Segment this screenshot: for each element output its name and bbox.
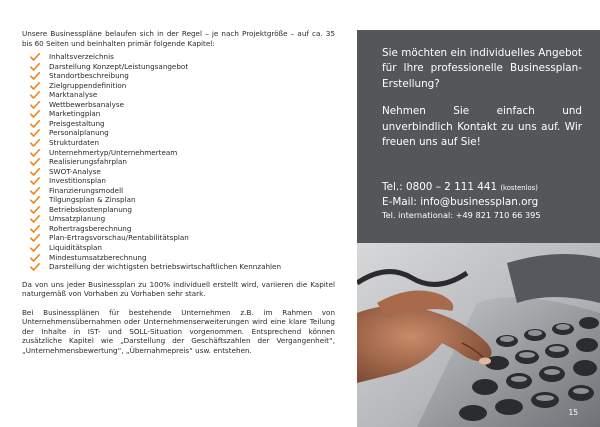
checkmark-icon: [30, 158, 40, 166]
checklist-item: [30, 90, 335, 100]
checkmark-icon: [30, 234, 40, 242]
checklist-item-label: Zielgruppendefinition: [49, 80, 127, 90]
checkmark-icon: [30, 149, 40, 157]
page-number: 15: [568, 408, 578, 417]
checklist-item: [30, 71, 335, 81]
checkmark-icon: [30, 225, 40, 233]
checklist-item: [30, 52, 335, 62]
checkmark-icon: [30, 63, 40, 71]
checklist-item: [30, 195, 335, 205]
phone-line: [382, 181, 592, 196]
phone-note: (kostenlos): [500, 184, 538, 192]
checklist-item: [30, 109, 335, 119]
contact-column: [357, 30, 600, 427]
contact-details: [382, 181, 592, 221]
checklist-item-label: Tilgungsplan & Zinsplan: [49, 195, 136, 205]
checklist-item-label: Wettbewerbsanalyse: [49, 99, 125, 109]
email-address[interactable]: E-Mail: info@businessplan.org: [382, 195, 539, 208]
checklist-item-label: Rohertragsberechnung: [49, 223, 132, 233]
checkmark-icon: [30, 244, 40, 252]
checklist-item: [30, 233, 335, 243]
checkmark-icon: [30, 206, 40, 214]
checklist-item: [30, 243, 335, 253]
checklist-item: [30, 81, 335, 91]
checkmark-icon: [30, 91, 40, 99]
individual-paragraph: Da von uns jeder Businessplan zu 100% individuell erstellt wird, variieren die Kapitel naturgemäß von Vorhaben zu Vorhaben sehr stark.: [22, 279, 335, 299]
checkmark-icon: [30, 215, 40, 223]
checkmark-icon: [30, 187, 40, 195]
checkmark-icon: [30, 254, 40, 262]
telephone-photo: [357, 243, 600, 427]
checklist-item-label: Investitionsplan: [49, 176, 106, 186]
checkmark-icon: [30, 196, 40, 204]
checklist-item: [30, 138, 335, 148]
contact-panel: [357, 30, 600, 243]
existing-companies-paragraph: Bei Businessplänen für bestehende Unternehmen z.B. im Rahmen von Unternehmensübernahmen oder Unternehmenserweiterungen wird eine klare Teilung der Inhalte in IST- und SOLL-Situation vorgenommen. Entsprechend können zusätzliche Kapitel wie „Darstellung der Geschäftszahlen der Vergangenheit“, „Unternehmensbewertung“, „Übernahmepreis“ usw. entstehen.: [22, 307, 335, 355]
cta-offer-text: Sie möchten ein individuelles Angebot für Ihre professionelle Businessplan-Erstellung?: [382, 47, 582, 90]
checklist-item: [30, 262, 335, 272]
checklist-item: [30, 128, 335, 138]
chapter-checklist: [22, 52, 335, 272]
checklist-item: [30, 253, 335, 263]
checkmark-icon: [30, 101, 40, 109]
checkmark-icon: [30, 263, 40, 271]
checklist-item-label: Preisgestaltung: [49, 118, 105, 128]
checkmark-icon: [30, 53, 40, 61]
checklist-item: [30, 224, 335, 234]
checkmark-icon: [30, 110, 40, 118]
intro-paragraph: Unsere Businesspläne belaufen sich in der Regel – je nach Projektgröße – auf ca. 35 bis 60 Seiten und beinhalten primär folgende Kapitel:: [22, 29, 335, 48]
checklist-item-label: Marketingplan: [49, 109, 101, 119]
checklist-item-label: Liquiditätsplan: [49, 243, 102, 253]
checklist-item: [30, 62, 335, 72]
international-phone[interactable]: Tel. international: +49 821 710 66 395: [382, 210, 541, 221]
checklist-item-label: Finanzierungsmodell: [49, 185, 124, 195]
checkmark-icon: [30, 168, 40, 176]
checklist-item-label: Darstellung Konzept/Leistungsangebot: [49, 61, 189, 71]
checklist-item-label: Personalplanung: [49, 128, 109, 138]
checklist-item-label: Darstellung der wichtigsten betriebswirtschaftlichen Kennzahlen: [49, 262, 282, 272]
checklist-item-label: Realisierungsfahrplan: [49, 157, 127, 167]
checklist-item: [30, 186, 335, 196]
checklist-item-label: Inhaltsverzeichnis: [49, 52, 114, 62]
checklist-item-label: Marktanalyse: [49, 90, 98, 100]
checkmark-icon: [30, 82, 40, 90]
checklist-item-label: Standortbeschreibung: [49, 71, 129, 81]
checkmark-icon: [30, 129, 40, 137]
checklist-item: [30, 100, 335, 110]
checklist-item-label: Mindestumsatzberechnung: [49, 252, 147, 262]
checklist-item-label: Unternehmertyp/Unternehmerteam: [49, 147, 178, 157]
checklist-item: [30, 157, 335, 167]
checkmark-icon: [30, 72, 40, 80]
checkmark-icon: [30, 139, 40, 147]
checklist-item-label: Plan-Ertragsvorschau/Rentabilitätsplan: [49, 233, 189, 243]
checkmark-icon: [30, 120, 40, 128]
call-to-action: [382, 46, 582, 150]
checklist-item: [30, 176, 335, 186]
checklist-item: [30, 119, 335, 129]
cta-contact-text: Nehmen Sie einfach und unverbindlich Kontakt zu uns auf. Wir freuen uns auf Sie!: [382, 105, 582, 149]
checklist-item-label: Umsatzplanung: [49, 214, 106, 224]
checklist-item: [30, 148, 335, 158]
checklist-item-label: SWOT-Analyse: [49, 166, 101, 176]
checklist-item: [30, 214, 335, 224]
checklist-item: [30, 167, 335, 177]
checklist-item-label: Betriebskostenplanung: [49, 204, 132, 214]
text-column: [22, 29, 335, 356]
checklist-item-label: Strukturdaten: [49, 138, 100, 148]
checklist-item: [30, 205, 335, 215]
phone-number[interactable]: Tel.: 0800 – 2 111 441: [382, 181, 498, 193]
checkmark-icon: [30, 177, 40, 185]
